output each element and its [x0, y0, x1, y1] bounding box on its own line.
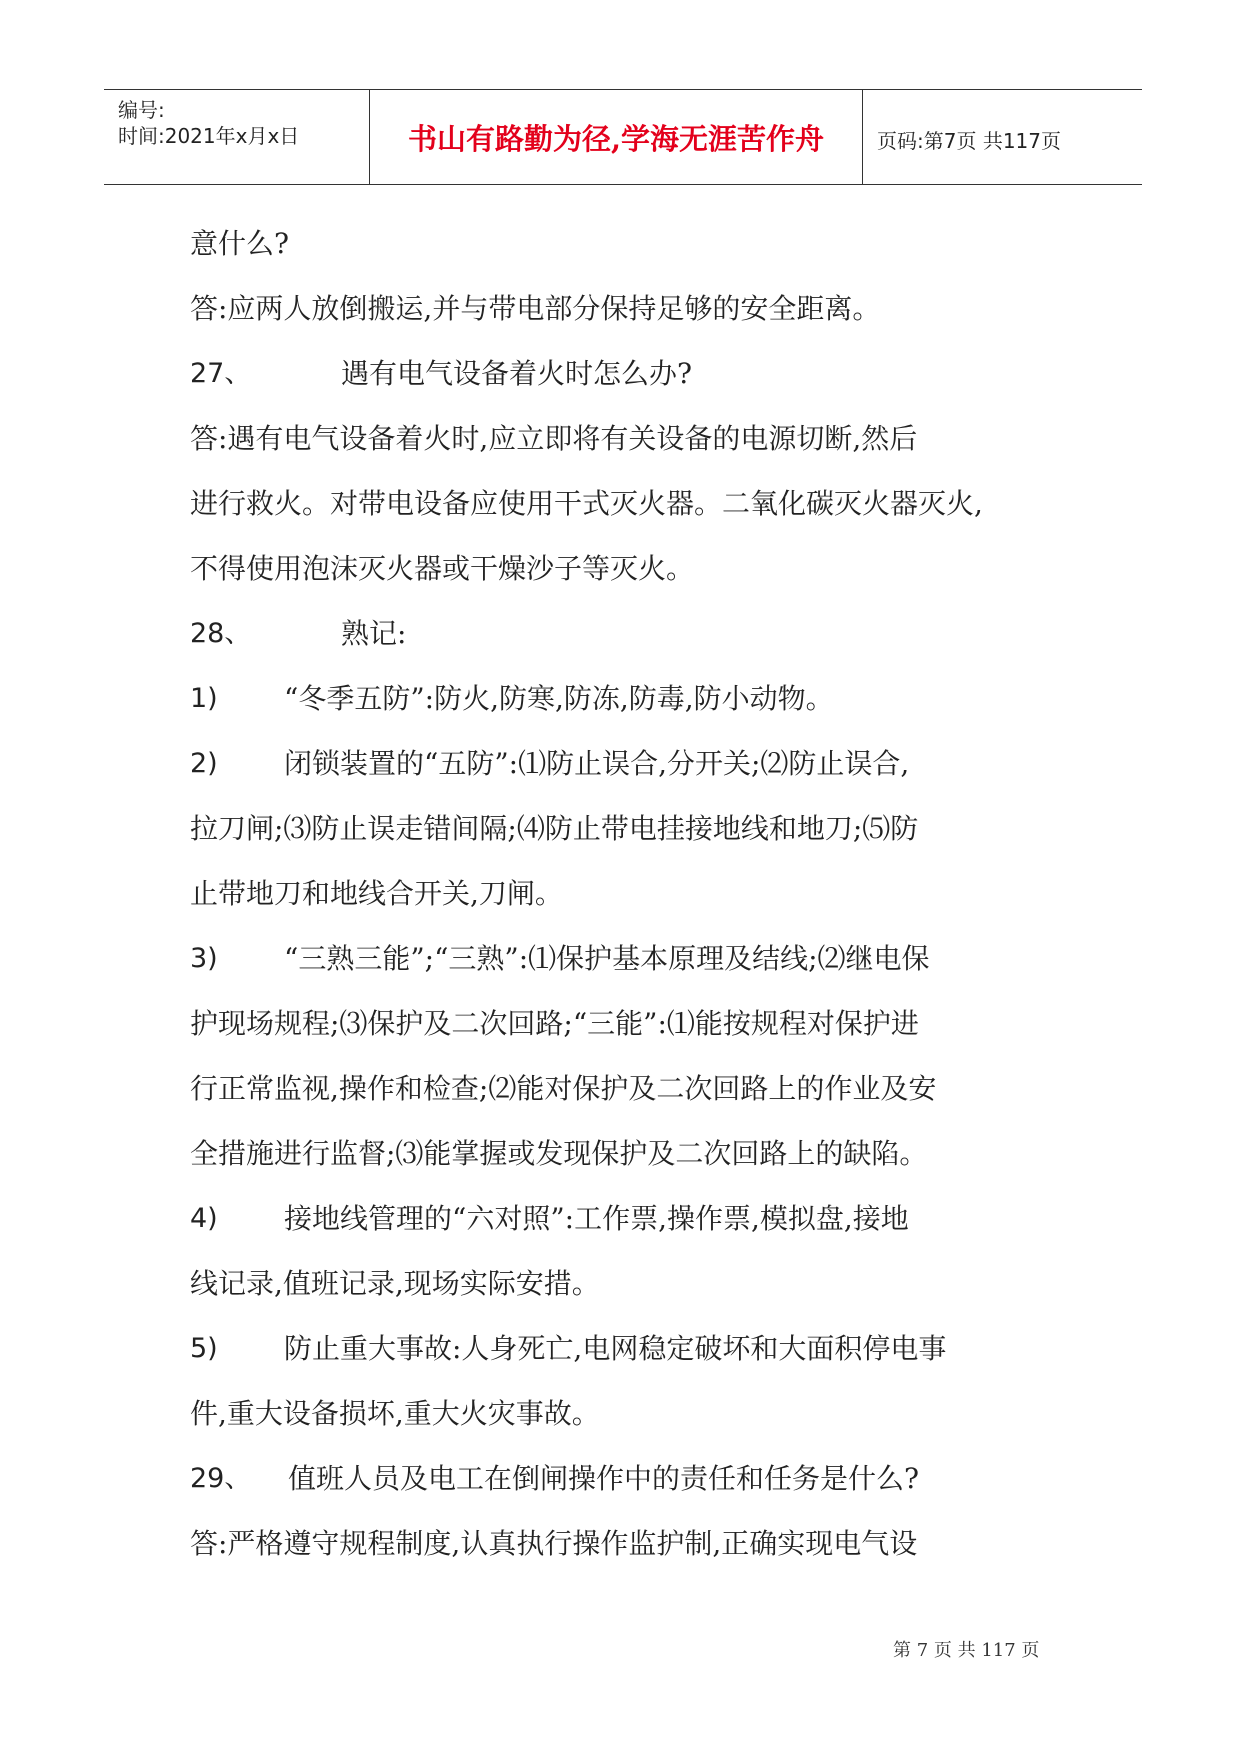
answer-line: 答:遇有电气设备着火时,应立即将有关设备的电源切断,然后 [190, 422, 918, 455]
body-line: 拉刀闸;⑶防止误走错间隔;⑷防止带电挂接地线和地刀;⑸防 [190, 812, 919, 845]
body-line: 全措施进行监督;⑶能掌握或发现保护及二次回路上的缺陷。 [190, 1137, 928, 1170]
header-page-cell [863, 90, 1142, 184]
question-number: 28、 [190, 618, 252, 649]
list-item-number: 5) [190, 1333, 218, 1364]
list-item-number: 4) [190, 1203, 218, 1234]
header-page-info: 页码:第7页 共117页 [877, 129, 1061, 153]
body-line: 件,重大设备损坏,重大火灾事故。 [190, 1397, 600, 1430]
body-line: 不得使用泡沫灭火器或干燥沙子等灭火。 [190, 552, 695, 585]
body-line: 护现场规程;⑶保护及二次回路;“三能”:⑴能按规程对保护进 [190, 1007, 919, 1040]
question-text: 遇有电气设备着火时怎么办? [341, 357, 693, 390]
list-item-number: 3) [190, 943, 218, 974]
question-text: 熟记: [341, 617, 407, 650]
body-line: 行正常监视,操作和检查;⑵能对保护及二次回路上的作业及安 [190, 1072, 937, 1105]
list-item-number: 1) [190, 683, 218, 714]
header-motto: 书山有路勤为径,学海无涯苦作舟 [407, 122, 825, 156]
body-line: 止带地刀和地线合开关,刀闸。 [190, 877, 563, 910]
document-number-label: 编号: [118, 98, 165, 122]
body-line: 意什么? [190, 227, 290, 260]
list-item-text: 闭锁装置的“五防”:⑴防止误合,分开关;⑵防止误合, [284, 747, 910, 780]
answer-line: 答:严格遵守规程制度,认真执行操作监护制,正确实现电气设 [190, 1527, 918, 1560]
document-time-label: 时间:2021年x月x日 [118, 124, 300, 148]
list-item-number: 2) [190, 748, 218, 779]
header-motto-cell [370, 90, 863, 184]
list-item-text: 接地线管理的“六对照”:工作票,操作票,模拟盘,接地 [284, 1202, 909, 1235]
list-item-text: “三熟三能”;“三熟”:⑴保护基本原理及结线;⑵继电保 [284, 942, 930, 975]
body-line: 线记录,值班记录,现场实际安措。 [190, 1267, 600, 1300]
page-footer: 第 7 页 共 117 页 [893, 1640, 1040, 1661]
header-info-cell [104, 90, 370, 184]
list-item-text: 防止重大事故:人身死亡,电网稳定破坏和大面积停电事 [284, 1332, 947, 1365]
list-item-text: “冬季五防”:防火,防寒,防冻,防毒,防小动物。 [284, 682, 834, 715]
question-number: 29、 [190, 1463, 252, 1494]
question-text: 值班人员及电工在倒闸操作中的责任和任务是什么? [288, 1462, 920, 1495]
answer-line: 答:应两人放倒搬运,并与带电部分保持足够的安全距离。 [190, 292, 881, 325]
page-header [104, 89, 1142, 185]
question-number: 27、 [190, 358, 252, 389]
body-line: 进行救火。对带电设备应使用干式灭火器。二氧化碳灭火器灭火, [190, 487, 983, 520]
